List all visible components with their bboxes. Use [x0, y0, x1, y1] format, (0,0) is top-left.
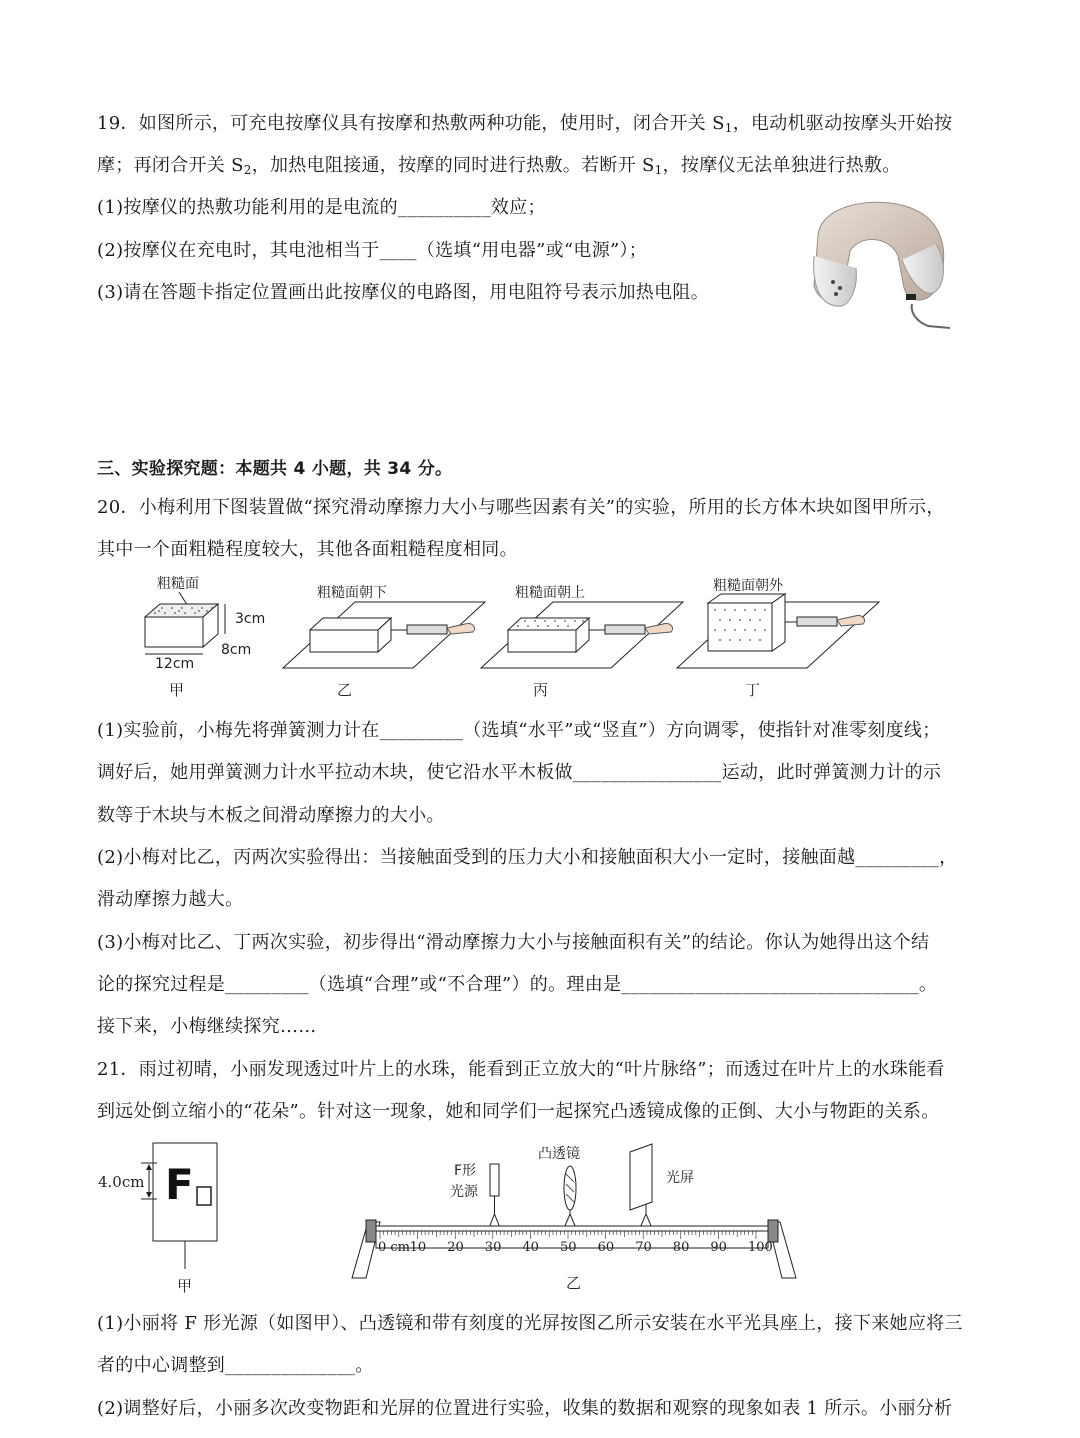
source-label-2: 光源	[450, 1184, 478, 1200]
scale-label: 60	[597, 1240, 615, 1255]
height-label: 4.0cm	[98, 1173, 145, 1191]
scale-label: 20	[447, 1240, 464, 1255]
block-jia	[145, 575, 265, 699]
q19-line-2: 摩；再闭合开关 $S_2$，加热电阻接通，按摩的同时进行热敷。若断开 $S_1$，按摩仪无法单独进行热敷。	[97, 155, 901, 177]
label-rough-up: 粗糙面朝上	[515, 585, 585, 601]
scale-label: 100	[748, 1240, 773, 1255]
source-label-1: F形	[454, 1163, 477, 1179]
q19-part-2: (2)按摩仪在充电时，其电池相当于____（选填“用电器”或“电源”）；	[97, 240, 648, 261]
scale-label: 40	[522, 1240, 539, 1255]
q21-p2-line-1: (2)调整好后，小丽多次改变物距和光屏的位置进行实验，收集的数据和观察的现象如表 1 所示。小丽分析	[97, 1398, 953, 1419]
friction-experiment-figure	[135, 570, 885, 705]
q19-part-1: (1)按摩仪的热敷功能利用的是电流的__________效应；	[97, 197, 546, 218]
dim-width: 8cm	[221, 642, 252, 658]
caption-jia: 甲	[169, 681, 185, 699]
label-rough-down: 粗糙面朝下	[317, 585, 387, 601]
q20-p3-line-1: (3)小梅对比乙、丁两次实验，初步得出“滑动摩擦力大小与接触面积有关”的结论。你认为她得出这个结	[97, 932, 930, 953]
f-light-source-figure	[95, 1135, 235, 1300]
setup-yi	[283, 584, 485, 699]
setup-ding	[677, 577, 879, 699]
caption-ding: 丁	[745, 681, 761, 699]
scale-label: 10	[409, 1240, 427, 1255]
q20-p3-line-3: 接下来，小梅继续探究……	[97, 1016, 317, 1037]
scale-label: 70	[635, 1240, 652, 1255]
q20-line-1: 20．小梅利用下图装置做“探究滑动摩擦力大小与哪些因素有关”的实验，所用的长方体木块如图甲所示，	[97, 497, 945, 518]
caption-yi: 乙	[337, 681, 353, 699]
q20-p1-line-2: 调好后，她用弹簧测力计水平拉动木块，使它沿水平木板做________________运动，此时弹簧测力计的示	[97, 762, 942, 783]
q20-p2-line-1: (2)小梅对比乙，丙两次实验得出：当接触面受到的压力大小和接触面积大小一定时，接触面越_________，	[97, 847, 958, 868]
caption-yi-21: 乙	[566, 1274, 582, 1292]
scale-label: 30	[484, 1240, 502, 1255]
caption-bing: 丙	[533, 681, 549, 699]
label-rough-outward: 粗糙面朝外	[713, 578, 783, 594]
section-3-title: 三、实验探究题：本题共 4 小题，共 34 分。	[97, 459, 453, 479]
screen-label: 光屏	[666, 1170, 694, 1186]
q20-p1-line-3: 数等于木块与木板之间滑动摩擦力的大小。	[97, 805, 445, 826]
q20-p3-line-2: 论的探究过程是_________（选填“合理”或“不合理”）的。理由是________________________________。	[97, 974, 938, 995]
f-letter: F	[165, 1160, 194, 1209]
dim-length: 12cm	[155, 656, 195, 672]
scale-label: 80	[672, 1240, 690, 1255]
rough-face-label: 粗糙面	[157, 576, 199, 592]
q19-part-3: (3)请在答题卡指定位置画出此按摩仪的电路图，用电阻符号表示加热电阻。	[97, 282, 709, 303]
q20-line-2: 其中一个面粗糙程度较大，其他各面粗糙程度相同。	[97, 539, 518, 560]
massager-photo	[800, 196, 950, 331]
optical-bench-figure	[340, 1138, 810, 1298]
q21-p1-line-1: (1)小丽将 F 形光源（如图甲）、凸透镜和带有刻度的光屏按图乙所示安装在水平光具座上，接下来她应将三	[97, 1313, 963, 1334]
lens-label: 凸透镜	[538, 1146, 580, 1162]
q19-line-1: 19．如图所示，可充电按摩仪具有按摩和热敷两种功能，使用时，闭合开关 $S_1$，电动机驱动按摩头开始按	[97, 113, 953, 135]
scale-label: 0 cm	[378, 1240, 411, 1255]
q21-line-1: 21．雨过初晴，小丽发现透过叶片上的水珠，能看到正立放大的“叶片脉络”；而透过在叶片上的水珠能看	[97, 1059, 945, 1080]
scale-label: 50	[560, 1240, 577, 1255]
scale-label: 90	[710, 1240, 727, 1255]
q20-p1-line-1: (1)实验前，小梅先将弹簧测力计在_________（选填“水平”或“竖直”）方向调零，使指针对准零刻度线；	[97, 720, 941, 741]
q20-p2-line-2: 滑动摩擦力越大。	[97, 889, 244, 910]
caption-jia-21: 甲	[177, 1277, 193, 1295]
q21-p1-line-2: 者的中心调整到______________。	[97, 1355, 374, 1376]
setup-bing	[481, 584, 683, 699]
dim-height: 3cm	[235, 611, 266, 627]
q21-line-2: 到远处倒立缩小的“花朵”。针对这一现象，她和同学们一起探究凸透镜成像的正倒、大小与物距的关系。	[97, 1101, 940, 1122]
